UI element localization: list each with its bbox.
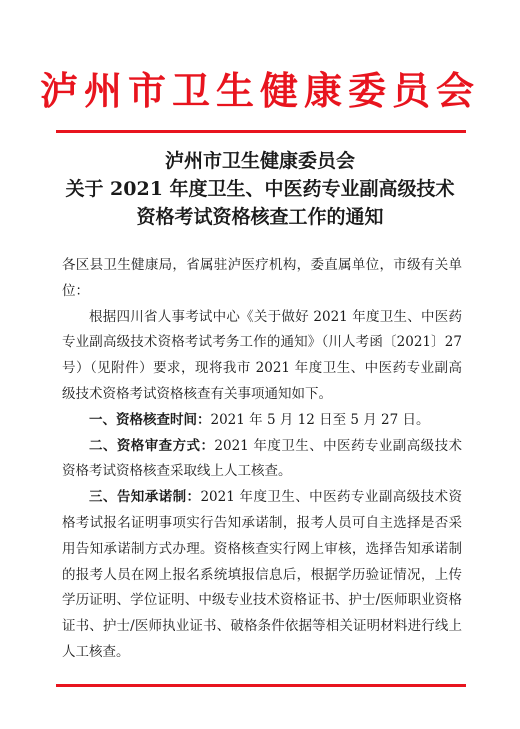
letterhead-red-rule: [56, 130, 466, 133]
notice-body: [62, 253, 462, 666]
title-line-subject: 关于 2021 年度卫生、中医药专业副高级技术: [65, 178, 455, 200]
addressee: 各区县卫生健康局，省属驻泸医疗机构，委直属单位，市级有关单位：: [62, 257, 462, 299]
item-commitment-system-text: 2021 年度卫生、中医药专业副高级技术资格考试报名证明事项实行告知承诺制，报考人员可自主选择是否采用告知承诺制方式办理。资格核查实行网上审核，选择告知承诺制的报考人员在网上报名系统填报信息后，根据学历验证情况，上传学历证明、学位证明、中级专业技术资格证书、护士/医师职业资格证书、护士/医师执业证书、破格条件依据等相关证明材料进行线上人工核查。: [62, 489, 462, 660]
item-review-method-label: 二、资格审查方式：: [89, 437, 215, 454]
item-check-time: [62, 408, 462, 434]
item-review-method: [62, 434, 462, 486]
intro-paragraph: 根据四川省人事考试中心《关于做好 2021 年度卫生、中医药专业副高级技术资格考试考务工作的通知》（川人考函〔2021〕27 号）（见附件）要求，现将我市 2021 年度卫生、中医药专业副高级技术资格考试资格核查有关事项通知如下。: [62, 308, 462, 402]
item-commitment-system: [62, 485, 462, 666]
title-line-issuer: 泸州市卫生健康委员会: [164, 150, 355, 172]
item-review-method-text: 2021 年度卫生、中医药专业副高级技术资格考试资格核查采取线上人工核查。: [62, 437, 463, 480]
item-check-time-text: 2021 年 5 月 12 日至 5 月 27 日。: [210, 411, 430, 428]
item-commitment-system-label: 三、告知承诺制：: [89, 489, 201, 506]
title-line-subject-cont: 资格考试资格核查工作的通知: [136, 206, 384, 228]
notice-title: [0, 147, 520, 231]
item-check-time-label: 一、资格核查时间：: [89, 411, 211, 428]
footer-red-rule: [56, 684, 466, 687]
letterhead-title: 泸州市卫生健康委员会: [39, 68, 480, 113]
